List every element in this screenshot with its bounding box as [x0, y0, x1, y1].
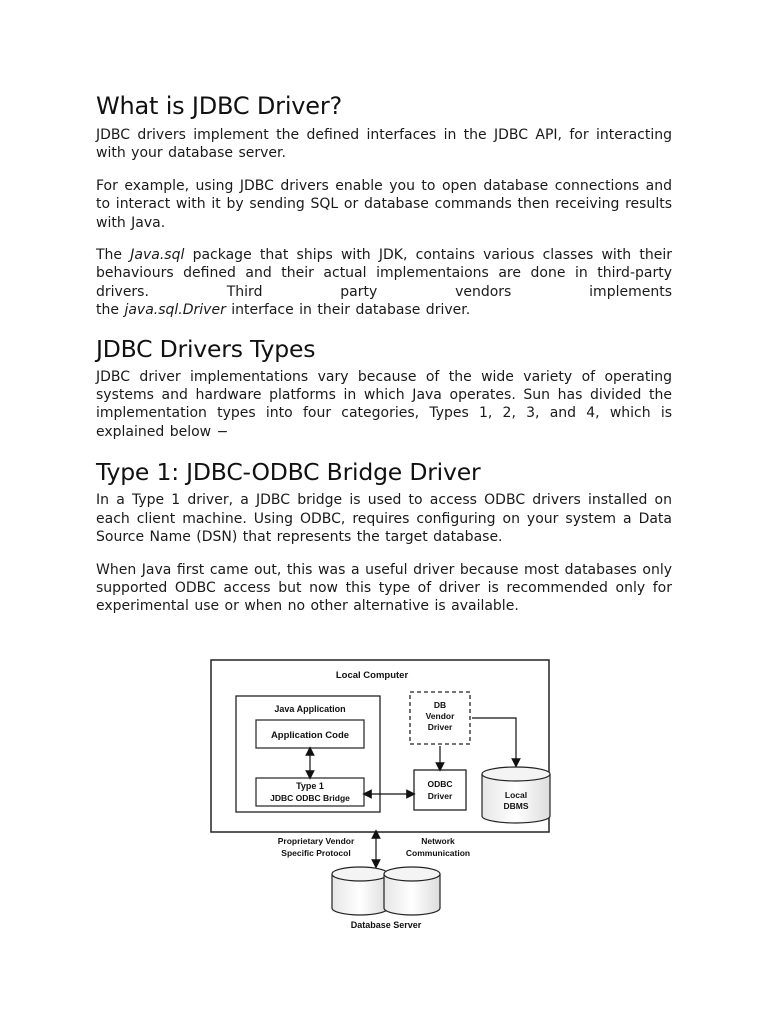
paragraph: the java.sql.Driver interface in their database driver.: [96, 302, 471, 319]
odbc-label-line2: Driver: [427, 791, 453, 801]
network-label-line2: Communication: [405, 848, 471, 858]
application-code-label: Application Code: [270, 730, 350, 741]
type1-label-line2: JDBC ODBC Bridge: [270, 793, 350, 803]
code-java-sql-driver: java.sql.Driver: [124, 302, 226, 319]
proprietary-label-line1: Proprietary Vendor: [277, 836, 355, 846]
document-page: [96, 88, 672, 616]
type1-label-line1: Type 1: [296, 781, 324, 791]
heading-what-is-jdbc-driver: What is JDBC Driver?: [96, 92, 343, 120]
db-vendor-label-line2: Vendor: [425, 711, 455, 721]
local-dbms-label-line1: Local: [504, 790, 528, 800]
paragraph: In a Type 1 driver, a JDBC bridge is used to access ODBC drivers installed on each client machine. Using ODBC, requires configuring on your system a Data Source Name (DSN) that represents the target database.: [96, 492, 672, 546]
arrow-vendor-dbms: [472, 718, 516, 763]
odbc-driver-box: [414, 770, 466, 810]
paragraph: The Java.sql package that ships with JDK, contains various classes with their behaviours defined and their actual implementaions are done in third-party drivers. Third party vendors implements: [96, 247, 672, 300]
paragraph: For example, using JDBC drivers enable you to open database connections and to interact with it by sending SQL or database commands then receiving results with Java.: [96, 177, 672, 231]
db-vendor-label-line3: Driver: [427, 722, 453, 732]
network-label-line1: Network: [421, 836, 455, 846]
db-vendor-label-line1: DB: [433, 700, 447, 710]
odbc-label-line1: ODBC: [427, 779, 453, 789]
paragraph: When Java first came out, this was a useful driver because most databases only supported ODBC access but now this type of driver is recommended only for experimental use or when no other alternative is available.: [96, 561, 672, 615]
local-dbms-label-line2: DBMS: [503, 801, 529, 811]
type1-architecture-diagram: [210, 658, 558, 936]
heading-jdbc-drivers-types: JDBC Drivers Types: [96, 334, 316, 363]
local-computer-label: Local Computer: [335, 670, 409, 681]
java-application-label: Java Application: [274, 704, 346, 714]
proprietary-label-line2: Specific Protocol: [281, 848, 351, 858]
heading-type1-bridge-driver: Type 1: JDBC-ODBC Bridge Driver: [96, 458, 481, 487]
database-server-label: Database Server: [350, 920, 422, 930]
paragraph: JDBC driver implementations vary because of the wide variety of operating systems and hardware platforms in which Java operates. Sun has divided the implementation types into four categories, Types 1, 2, 3, and 4, which is explained below −: [96, 368, 672, 440]
paragraph: JDBC drivers implement the defined interfaces in the JDBC API, for interacting with your database server.: [96, 127, 672, 162]
code-java-sql: Java.sql: [130, 247, 185, 264]
database-server-cylinder: [332, 867, 440, 915]
